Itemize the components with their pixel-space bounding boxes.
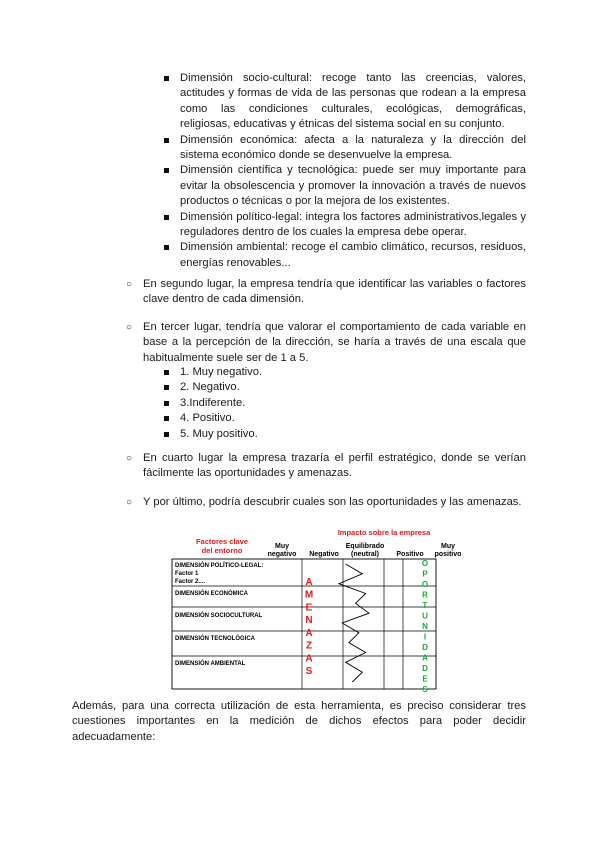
opportunity-letter: T bbox=[422, 601, 428, 610]
opportunity-letter: S bbox=[422, 685, 428, 694]
strategic-profile-chart bbox=[0, 522, 600, 697]
col-label-positivo: Positivo bbox=[396, 551, 424, 558]
strategic-profile-line bbox=[339, 564, 369, 682]
step-second bbox=[126, 277, 526, 308]
opportunity-letter: I bbox=[423, 632, 427, 642]
col-label-equilibrado-2: (neutral) bbox=[351, 551, 379, 558]
opportunity-letter: U bbox=[422, 611, 428, 621]
circle-bullet-icon: ○ bbox=[126, 279, 133, 290]
scale-item: 2. Negativo. bbox=[180, 380, 262, 395]
step-last-text: Y por último, podría descubrir cuales son las oportunidades y las amenazas. bbox=[143, 496, 522, 508]
threat-letter: A bbox=[305, 653, 313, 665]
scale-item: 3.Indiferente. bbox=[180, 396, 262, 411]
circle-bullet-icon: ○ bbox=[126, 453, 133, 464]
circle-bullet-icon: ○ bbox=[126, 497, 133, 508]
opportunity-letter: D bbox=[422, 664, 428, 673]
col-label-equilibrado-1: Equilibrado bbox=[345, 543, 385, 550]
row-label-politico-legal: DIMENSIÓN POLÍTICO-LEGAL: bbox=[175, 563, 264, 569]
row-label-sociocultural: DIMENSIÓN SOCIOCULTURAL bbox=[175, 613, 263, 619]
row-header-line-2: del entorno bbox=[201, 546, 243, 555]
step-fourth-text: En cuarto lugar la empresa trazaría el perfil estratégico, donde se verían fácilmente las oportunidades y amenazas. bbox=[143, 452, 526, 480]
scale-item: 4. Positivo. bbox=[180, 411, 262, 426]
dimensions-list bbox=[180, 71, 526, 271]
scale-list bbox=[180, 365, 262, 442]
dimension-sociocultural: Dimensión socio-cultural: recoge tanto las creencias, valores, actitudes y formas de vida de las personas que rodean a la empresa como las condiciones culturales, ecológicas, demográficas, religiosas, educativas y étnicas del sistema social en su conjunto. bbox=[180, 71, 526, 133]
threat-letter: Z bbox=[305, 640, 313, 652]
threat-letter: N bbox=[305, 615, 313, 627]
col-label-negativo: Negativo bbox=[309, 551, 339, 558]
step-third bbox=[126, 320, 526, 366]
opportunity-letter: D bbox=[422, 643, 428, 652]
col-label-muy-positivo-1: Muy bbox=[441, 543, 455, 550]
threat-letter: A bbox=[305, 577, 313, 588]
opportunity-letter: N bbox=[422, 622, 428, 631]
opportunity-letter: O bbox=[421, 580, 429, 589]
opportunity-letter: O bbox=[421, 559, 429, 568]
step-fourth bbox=[126, 451, 526, 482]
dimension-politico-legal: Dimensión político-legal: integra los factores administrativos,legales y reguladores dentro de los cuales la empresa debe operar. bbox=[180, 210, 526, 241]
scale-item: 1. Muy negativo. bbox=[180, 365, 262, 380]
opportunity-letter: A bbox=[422, 653, 428, 663]
chart-grid-frame bbox=[172, 559, 436, 689]
dimension-ambiental: Dimensión ambiental: recoge el cambio climático, recursos, residuos, energías renovables... bbox=[180, 240, 526, 271]
row-label-tecnologica: DIMENSIÓN TECNOLÓGICA bbox=[175, 636, 256, 642]
opportunity-letter: E bbox=[422, 674, 428, 684]
opportunities-vertical-word bbox=[422, 559, 428, 694]
opportunity-letter: R bbox=[422, 590, 428, 600]
closing-paragraph: Además, para una correcta utilización de esta herramienta, es preciso considerar tres cuestiones importantes en la medición de dichos efectos para poder decidir adecuadamente: bbox=[72, 700, 526, 743]
threat-letter: A bbox=[305, 627, 313, 639]
threat-letter: E bbox=[305, 602, 313, 614]
col-label-muy-negativo-1: Muy bbox=[275, 543, 289, 550]
subfactor-label-2: Factor 2.... bbox=[175, 579, 206, 585]
row-label-ambiental: DIMENSIÓN AMBIENTAL bbox=[175, 661, 246, 667]
subfactor-label-1: Factor 1 bbox=[175, 571, 199, 577]
step-third-text: En tercer lugar, tendría que valorar el comportamiento de cada variable en base a la percepción de la dirección, se haría a través de una escala que habitualmente suele ser de 1 a 5. bbox=[143, 321, 526, 364]
row-header-line-1: Factores clave bbox=[195, 537, 249, 546]
step-last bbox=[126, 495, 526, 510]
opportunity-letter: P bbox=[422, 569, 428, 579]
chart-title: Impacto sobre la empresa bbox=[337, 528, 431, 537]
scale-item: 5. Muy positivo. bbox=[180, 427, 262, 442]
dimension-economica: Dimensión económica: afecta a la naturaleza y la dirección del sistema económico donde se desenvuelve la empresa. bbox=[180, 133, 526, 164]
row-label-economica: DIMENSIÓN ECONÓMICA bbox=[175, 591, 249, 597]
circle-bullet-icon: ○ bbox=[126, 322, 133, 333]
threats-vertical-word bbox=[305, 577, 313, 677]
threat-letter: M bbox=[304, 589, 314, 601]
dimension-cientifica: Dimensión científica y tecnológica: puede ser muy importante para evitar la obsolescencia y promover la innovación a través de nuevos productos o técnicas o por la mejora de los existentes. bbox=[180, 163, 526, 209]
col-label-muy-positivo-2: positivo bbox=[434, 551, 462, 558]
step-second-text: En segundo lugar, la empresa tendría que identificar las variables o factores clave dentro de cada dimensión. bbox=[143, 278, 526, 306]
threat-letter: S bbox=[305, 666, 313, 677]
col-label-muy-negativo-2: negativo bbox=[267, 551, 297, 558]
